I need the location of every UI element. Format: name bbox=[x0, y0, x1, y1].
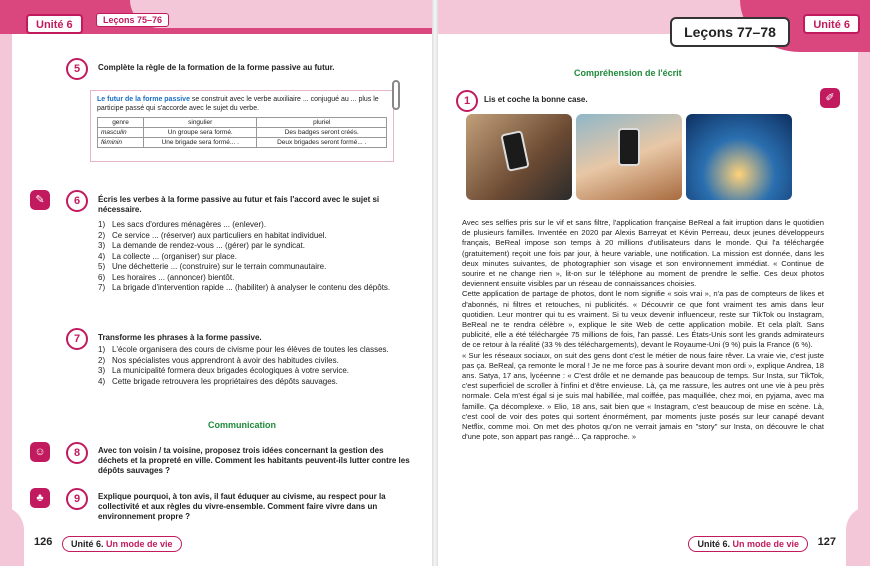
lessons-title: Leçons 77–78 bbox=[670, 17, 790, 47]
right-page bbox=[438, 0, 870, 566]
left-footer bbox=[0, 530, 190, 556]
group-icon: ♣ bbox=[30, 488, 50, 508]
table-header-cell: genre bbox=[98, 118, 144, 128]
exercise-number: 5 bbox=[66, 58, 88, 80]
exercise-number: 1 bbox=[456, 90, 478, 112]
exercise-instruction: Explique pourquoi, à ton avis, il faut éduquer au civisme, au respect pour la collectivité et aux règles du vivre-ensemble. Comment faire vivre dans un environnement propre ? bbox=[98, 492, 386, 521]
photo-phone-with-coffee bbox=[466, 114, 572, 200]
lessons-tag: Leçons 75–76 bbox=[96, 13, 169, 27]
passive-future-table bbox=[97, 117, 387, 148]
rule-rest: se construit avec le verbe auxiliaire ... conjugué au ... plus le participe passé qui s'accorde avec le sujet du verbe. bbox=[97, 96, 379, 112]
list-item: 6) Les horaires ... (annoncer) bientôt. bbox=[98, 272, 235, 282]
list-item: 1) L'école organisera des cours de civisme pour les élèves de toutes les classes. bbox=[98, 345, 389, 354]
header-pink-strip bbox=[130, 0, 432, 28]
photo-social-network-icons bbox=[686, 114, 792, 200]
grammar-rule-box bbox=[90, 90, 394, 162]
exercise-number: 8 bbox=[66, 442, 88, 464]
footer-label: Unité 6. Un mode de vie bbox=[688, 536, 808, 552]
exercise-instruction: Complète la règle de la formation de la forme passive au futur. bbox=[98, 63, 335, 72]
list-item: 3) La municipalité formera deux brigades écologiques à votre service. bbox=[98, 366, 350, 375]
table-header-cell: pluriel bbox=[257, 118, 387, 128]
article-paragraph: Avec ses selfies pris sur le vif et sans filtre, l'application française BeReal a fait irruption dans le quotidien de plusieurs familles. Inventée en 2020 par Alexis Barreyat et Kévin Perreau, deux jeunes développeurs français, BeReal impose son temps à 20 millions d'utilisateurs dans le monde. Qui l'a téléchargée (gratuitement) reçoit une fois par jour, à heure variable, une notification. La mission est donnée, dans les deux minutes suivantes, de photographier son visage et son environnement immédiat. « Continue de sourire et ne change rien », lit-on sur le téléphone au moment de prendre le selfie. Ces deux photos deviennent ensuite visibles par un réseau de connaissances choisies. bbox=[462, 218, 824, 289]
exercise-instruction: Lis et coche la bonne case. bbox=[484, 95, 588, 104]
pencil-icon: ✎ bbox=[30, 190, 50, 210]
left-page bbox=[0, 0, 432, 566]
phone-shape bbox=[500, 130, 529, 172]
exercise-instruction: Transforme les phrases à la forme passive. bbox=[98, 333, 262, 342]
table-cell: Une brigade sera formé... . bbox=[144, 138, 257, 148]
table-row bbox=[98, 138, 387, 148]
exercise-number: 6 bbox=[66, 190, 88, 212]
left-edge-decoration bbox=[0, 34, 12, 530]
exercise-list bbox=[98, 345, 412, 387]
list-item: 7) La brigade d'intervention rapide ... (habiliter) à analyser le contenu des dépôts. bbox=[98, 283, 391, 292]
exercise-number: 9 bbox=[66, 488, 88, 510]
table-cell: Deux brigades seront formé... . bbox=[257, 138, 387, 148]
list-item: 2) Nos spécialistes vous apprendront à avoir des habitudes civiles. bbox=[98, 355, 339, 365]
page-number: 127 bbox=[817, 536, 836, 548]
table-cell: Des badges seront créés. bbox=[257, 128, 387, 138]
table-header-row bbox=[98, 118, 387, 128]
article-paragraph: Cette application de partage de photos, dont le nom signifie « sois vrai », n'a pas de compteurs de likes et d'abonnés, ni filtres et retouches, ni publicités. « Découvrir ce que font vraiment tes amis dans leur quotidien. Leur montrer qui tu es vraiment. Si tu veux devenir influenceur, reste sur TikTok ou Instagram, BeReal ne te rendra célèbre », explique le site Web de cette application mobile. Et cela plaît. Sans publicité, elle a été téléchargée 75 millions de fois, l'an passé. Les États-Unis sont les grands admirateurs de ce retour à la réalité (33 % des téléchargements), devant le Royaume-Uni (9 %) puis la France (6 %). bbox=[462, 289, 824, 350]
rule-highlight: Le futur de la forme passive bbox=[97, 96, 190, 103]
unit-tab: Unité 6 bbox=[803, 14, 860, 34]
footer-label: Unité 6. Un mode de vie bbox=[62, 536, 182, 552]
list-item: 2) Ce service ... (réserver) aux particuliers en habitat individuel. bbox=[98, 230, 327, 240]
page-number: 126 bbox=[34, 536, 53, 548]
notebook-icon: ✐ bbox=[820, 88, 840, 108]
list-item: 1) Les sacs d'ordures ménagères ... (enlever). bbox=[98, 220, 267, 229]
list-item: 3) La demande de rendez-vous ... (gérer) par le syndicat. bbox=[98, 241, 305, 250]
unit-tab: Unité 6 bbox=[26, 14, 83, 34]
exercise-number: 7 bbox=[66, 328, 88, 350]
right-edge-decoration bbox=[858, 52, 870, 532]
exercise-instruction: Écris les verbes à la forme passive au futur et fais l'accord avec le sujet si nécessaire. bbox=[98, 195, 380, 214]
table-row bbox=[98, 128, 387, 138]
right-footer bbox=[670, 530, 870, 556]
rule-text bbox=[97, 95, 387, 113]
article-text bbox=[462, 218, 824, 442]
table-cell: Un groupe sera formé. bbox=[144, 128, 257, 138]
list-item: 5) Une déchetterie ... (construire) sur le terrain communautaire. bbox=[98, 262, 327, 271]
chat-icon: ☺ bbox=[30, 442, 50, 462]
list-item: 4) Cette brigade retrouvera les propriétaires des dépôts sauvages. bbox=[98, 376, 338, 386]
exercise-list bbox=[98, 220, 412, 294]
table-header-cell: singulier bbox=[144, 118, 257, 128]
phone-shape bbox=[618, 128, 640, 166]
table-cell: féminin bbox=[98, 138, 144, 148]
section-title-communication: Communication bbox=[208, 420, 277, 430]
article-paragraph: « Sur les réseaux sociaux, on suit des gens dont c'est le métier de nous faire rêver. La vraie vie, c'est juste pas ça. BeReal, ça remonte le moral ! Je ne me force pas à sourire devant mon ordi », explique Andrea, 18 ans. Satya, 17 ans, lycéenne : « C'est drôle et ne demande pas beaucoup de temps. Sur Insta, sur TikTok, c'est superficiel de scroller à l'infini et d'être envieuse. Là, ça me rassure, les autres ont une vie à peu près normale. Cela m'est égal si je suis mal habillée, mal coiffée, pas maquillée, chez moi, en pyjama, avec ma famille. Ça décomplexe. » Elio, 18 ans, sait bien que « Instagram, c'est beaucoup de mise en scène. Là, c'est cool de voir des potes qui sortent énormément, par moments juste posés sur leur canapé devant Netflix, comme moi. On met des photos qu'on ne verrait jamais en "story" sur Insta, on découvre le chat d'une pote, son appart pas rangé... Ça rapproche. » bbox=[462, 350, 824, 442]
section-title-comprehension: Compréhension de l'écrit bbox=[574, 68, 682, 78]
exercise-instruction: Avec ton voisin / ta voisine, proposez trois idées concernant la gestion des déchets et la propreté en ville. Comment les habitants peuvent-ils lutter contre les dépôts sauvages ? bbox=[98, 446, 410, 475]
photo-phone-on-tripod bbox=[576, 114, 682, 200]
paperclip-icon bbox=[392, 80, 400, 110]
table-cell: masculin bbox=[98, 128, 144, 138]
list-item: 4) La collecte ... (organiser) sur place. bbox=[98, 251, 237, 261]
